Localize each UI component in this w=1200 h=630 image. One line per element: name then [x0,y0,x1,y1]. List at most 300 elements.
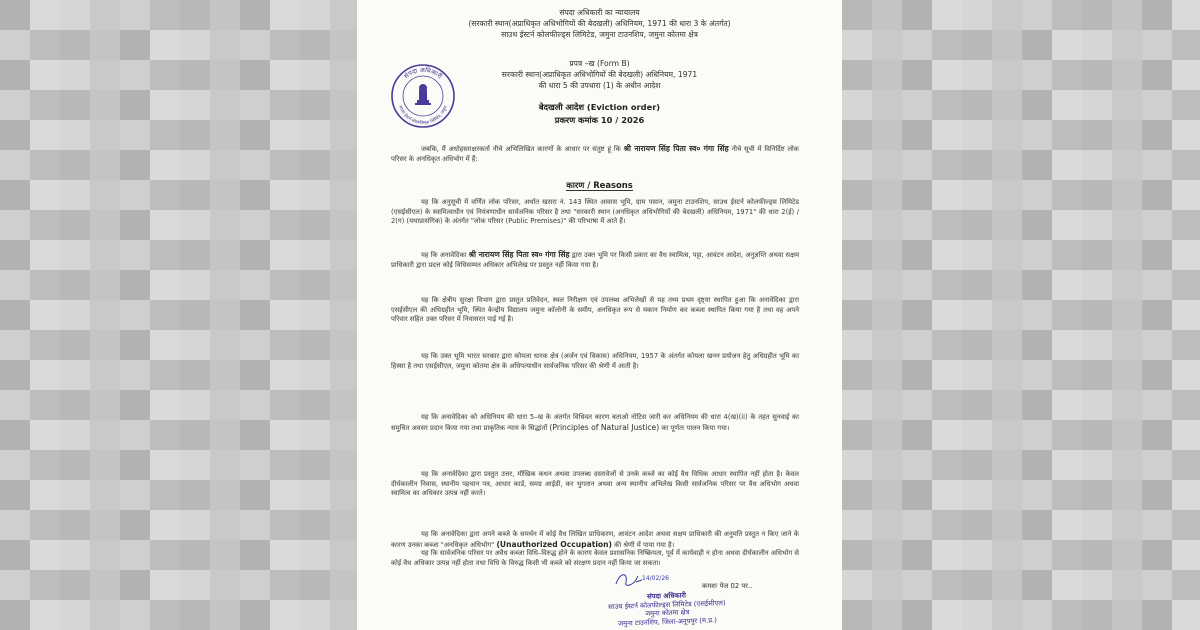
blur-tile [180,240,210,270]
blur-tile [1052,450,1082,480]
blur-tile [330,30,357,60]
blur-tile [0,270,30,300]
blur-tile [150,480,180,510]
blur-tile [60,540,90,570]
blur-tile [60,390,90,420]
blur-tile [180,0,210,30]
blur-tile [1082,210,1112,240]
blur-tile [0,570,30,600]
blur-tile [300,450,330,480]
blur-tile [962,180,992,210]
reason-5-text-a: यह कि अनावेदिका को अधिनियम की धारा 5–ख के अंतर्गत विधिवत कारण बताओ नोटिस जारी कर अधिनियम की धारा 4(ख)(ii) के तहत सुनवाई का समुचित अवसर प्रदान किया गया तथा प्राकृतिक न्याय के सिद्धांतों [391,413,799,432]
blur-tile [120,90,150,120]
blur-tile [932,450,962,480]
blur-tile [902,180,932,210]
blur-tile [962,120,992,150]
blur-tile [240,0,270,30]
blur-tile [180,540,210,570]
blur-tile [270,180,300,210]
blur-tile [210,240,240,270]
blur-tile [210,30,240,60]
blur-tile [30,60,60,90]
blur-tile [932,60,962,90]
blur-tile [150,330,180,360]
blur-tile [1142,210,1172,240]
blur-tile [932,600,962,630]
blur-tile [0,480,30,510]
continued-note: कमशः पेज 02 पर.. [702,582,753,590]
blur-tile [902,270,932,300]
blur-tile [1142,360,1172,390]
blur-tile [842,240,872,270]
blur-tile [180,450,210,480]
blur-tile [180,420,210,450]
blur-tile [1172,390,1200,420]
blur-tile [1082,150,1112,180]
stamp-line-4: जमुना टाउनशिप, जिला-अनूपपुर (म.प्र.) [617,616,717,628]
blur-tile [120,600,150,630]
blur-tile [150,300,180,330]
blur-tile [150,270,180,300]
blur-tile [180,210,210,240]
blur-tile [210,150,240,180]
blur-tile [120,0,150,30]
blur-tile [300,480,330,510]
blur-tile [330,360,357,390]
form-label: प्रपत्र –ख (Form B) [569,59,630,68]
blur-tile [240,240,270,270]
blur-tile [962,330,992,360]
blur-tile [1112,450,1142,480]
blur-tile [1052,30,1082,60]
blur-tile [932,390,962,420]
blur-tile [1052,600,1082,630]
blur-tile [1052,60,1082,90]
blur-tile [210,300,240,330]
blur-tile [300,120,330,150]
blur-tile [0,300,30,330]
blur-tile [1142,510,1172,540]
blur-tile [1082,600,1112,630]
blur-tile [932,330,962,360]
blur-tile [1082,540,1112,570]
blur-tile [992,270,1022,300]
reason-7-text-a: यह कि अनावेदिका द्वारा अपने कब्जे के समर्थन में कोई वैध लिखित प्राधिकरण, आवंटन आदेश अथवा सक्षम प्राधिकारी की अनुमति प्रस्तुत न किए जाने के कारण उनका कब्जा "अनधिकृत अधिभोग" [391,530,799,549]
blur-tile [30,330,60,360]
blur-tile [300,510,330,540]
blur-tile [902,150,932,180]
blur-tile [1112,570,1142,600]
reason-2-name: श्री नारायण सिंह पिता स्व० गंगा सिंह [468,250,570,259]
blur-tile [150,510,180,540]
blur-tile [992,600,1022,630]
form-act: सरकारी स्थान(अप्राधिकृत अधिभोगियों की बेदखली) अधिनियम, 1971 [501,70,698,79]
blur-tile [210,0,240,30]
blur-tile [1052,570,1082,600]
blur-tile [992,450,1022,480]
blur-tile [270,390,300,420]
blur-tile [180,270,210,300]
blur-tile [300,360,330,390]
blur-tile [330,510,357,540]
blur-tile [1052,120,1082,150]
blur-tile [210,570,240,600]
blur-tile [0,90,30,120]
blur-tile [90,30,120,60]
intro-text-2: नीचे सूची में विनिर्दिष्ट लोक परिसर के अनधिकृत अधिभोग में हैं: [391,145,799,163]
blur-tile [180,360,210,390]
blur-tile [1142,30,1172,60]
blur-tile [270,270,300,300]
blur-tile [330,240,357,270]
case-number: प्रकरण कमांक 10 / 2026 [554,115,645,125]
blur-tile [902,90,932,120]
blur-tile [962,510,992,540]
blur-tile [0,420,30,450]
blur-tile [992,390,1022,420]
court-title: संपदा अधिकारी का न्यायालय [559,8,640,17]
blur-tile [150,150,180,180]
blur-tile [932,180,962,210]
blur-tile [842,180,872,210]
blur-tile [1082,60,1112,90]
blur-tile [240,540,270,570]
reason-2-text-a: यह कि अनावेदिका [421,251,469,259]
blur-tile [90,150,120,180]
blur-tile [30,420,60,450]
blur-tile [992,240,1022,270]
blur-tile [1082,360,1112,390]
blur-tile [60,60,90,90]
blur-tile [150,60,180,90]
reason-paragraph-5 [391,413,799,433]
blur-tile [962,210,992,240]
blur-tile [240,480,270,510]
blur-tile [60,120,90,150]
blur-tile [60,420,90,450]
blur-tile [300,150,330,180]
blur-tile [842,330,872,360]
blur-tile [1172,480,1200,510]
blur-tile [300,270,330,300]
office-address: साउथ ईस्टर्न कोलफील्ड्स लिमिटेड, जमुना टाउनशिप, जमुना कोतमा क्षेत्र [501,30,698,39]
blur-tile [30,180,60,210]
blur-tile [90,90,120,120]
blur-tile [120,420,150,450]
blur-tile [180,330,210,360]
blur-tile [842,420,872,450]
reason-paragraph-2 [391,250,799,270]
blur-tile [1082,90,1112,120]
blurred-background-left [0,0,357,630]
blur-tile [1112,330,1142,360]
blur-tile [330,210,357,240]
blur-tile [120,540,150,570]
blur-tile [1142,600,1172,630]
blur-tile [60,240,90,270]
blur-tile [1172,270,1200,300]
blur-tile [90,120,120,150]
blur-tile [1172,360,1200,390]
blur-tile [1172,30,1200,60]
blurred-background-right [842,0,1200,630]
blur-tile [210,510,240,540]
blur-tile [1022,0,1052,30]
blur-tile [300,0,330,30]
reason-paragraph-4: यह कि उक्त भूमि भारत सरकार द्वारा कोयला धारक क्षेत्र (अर्जन एवं विकास) अधिनियम, 1957 के अंतर्गत कोयला खनन प्रयोजन हेतु अधिग्रहीत भूमि का हिस्सा है तथा एसईसीएल, जमुना कोतमा क्षेत्र के अधिपत्याधीन सार्वजनिक परिसर की श्रेणी में आती है। [391,352,799,370]
blur-tile [1082,570,1112,600]
blur-tile [0,360,30,390]
blur-tile [30,120,60,150]
blur-tile [1052,540,1082,570]
blur-tile [300,540,330,570]
blur-tile [90,570,120,600]
blur-tile [1022,60,1052,90]
blur-tile [992,30,1022,60]
blur-tile [270,120,300,150]
blur-tile [270,600,300,630]
blur-tile [872,510,902,540]
blur-tile [872,600,902,630]
blur-tile [240,330,270,360]
blur-tile [180,480,210,510]
blur-tile [90,510,120,540]
blur-tile [1172,180,1200,210]
blur-tile [330,540,357,570]
blur-tile [872,120,902,150]
blur-tile [240,300,270,330]
blur-tile [962,90,992,120]
blur-tile [1112,300,1142,330]
blur-tile [932,150,962,180]
blur-tile [842,120,872,150]
blur-tile [902,0,932,30]
blur-tile [90,180,120,210]
blur-tile [90,60,120,90]
blur-tile [902,330,932,360]
blur-tile [842,480,872,510]
blur-tile [992,420,1022,450]
blur-tile [210,210,240,240]
blur-tile [120,570,150,600]
blur-tile [120,360,150,390]
blur-tile [180,300,210,330]
blur-tile [210,270,240,300]
blur-tile [992,150,1022,180]
blur-tile [180,150,210,180]
blur-tile [872,90,902,120]
blur-tile [150,570,180,600]
blur-tile [1052,210,1082,240]
blur-tile [932,0,962,30]
blur-tile [1112,180,1142,210]
blur-tile [90,540,120,570]
blur-tile [1022,600,1052,630]
order-title: बेदखली आदेश (Eviction order) [538,102,661,112]
blur-tile [120,30,150,60]
blur-tile [1112,480,1142,510]
blur-tile [1112,420,1142,450]
blur-tile [270,30,300,60]
blur-tile [210,450,240,480]
reason-5-text-b: का पूर्णतः पालन किया गया। [659,423,730,432]
reason-7-english: (Unauthorized Occupation) [496,539,613,549]
blur-tile [932,30,962,60]
blur-tile [902,210,932,240]
blur-tile [180,570,210,600]
blur-tile [992,60,1022,90]
blur-tile [1022,270,1052,300]
blur-tile [902,30,932,60]
blur-tile [962,600,992,630]
blur-tile [300,180,330,210]
blur-tile [872,570,902,600]
blur-tile [1022,210,1052,240]
blur-tile [1172,300,1200,330]
blur-tile [1112,510,1142,540]
blur-tile [932,240,962,270]
blur-tile [60,150,90,180]
blur-tile [1172,60,1200,90]
blur-tile [330,570,357,600]
blur-tile [1052,360,1082,390]
blur-tile [1112,120,1142,150]
blur-tile [962,480,992,510]
blur-tile [60,180,90,210]
blur-tile [300,210,330,240]
blur-tile [1142,570,1172,600]
blur-tile [1112,150,1142,180]
blur-tile [992,120,1022,150]
blur-tile [120,330,150,360]
blur-tile [30,90,60,120]
blur-tile [1142,270,1172,300]
blur-tile [1022,540,1052,570]
blur-tile [60,570,90,600]
blur-tile [1052,510,1082,540]
blur-tile [0,150,30,180]
stamp-line-2: साउथ ईस्टर्न कोलफील्ड्स लिमिटेड (एसईसीएल) [608,598,726,611]
blur-tile [872,360,902,390]
blur-tile [60,90,90,120]
signature-date: 14/02/26 [642,575,669,582]
reason-paragraph-7 [391,530,799,550]
blur-tile [992,510,1022,540]
blur-tile [842,540,872,570]
blur-tile [842,570,872,600]
blur-tile [1082,510,1112,540]
blur-tile [270,240,300,270]
blur-tile [1022,510,1052,540]
blur-tile [1142,60,1172,90]
blur-tile [60,600,90,630]
blur-tile [1082,420,1112,450]
blur-tile [210,480,240,510]
blur-tile [240,510,270,540]
reason-5-english: (Principles of Natural Justice) [549,422,660,432]
blur-tile [330,90,357,120]
blur-tile [90,210,120,240]
blur-tile [60,30,90,60]
blur-tile [842,390,872,420]
blur-tile [300,390,330,420]
blur-tile [90,360,120,390]
intro-text-1: जबकि, मैं अधोहस्ताक्षरकर्ता नीचे अभिलिखित कारणों के आधार पर संतुष्ट हूं कि [421,145,624,153]
blur-tile [1172,240,1200,270]
blur-tile [1052,0,1082,30]
blur-tile [1112,270,1142,300]
blur-tile [1022,450,1052,480]
blur-tile [962,60,992,90]
blur-tile [240,570,270,600]
blur-tile [1022,360,1052,390]
blur-tile [0,510,30,540]
reason-7-text-b: की श्रेणी में पाया गया है। [612,540,675,549]
blur-tile [902,570,932,600]
blur-tile [1082,30,1112,60]
blur-tile [30,390,60,420]
blur-tile [240,210,270,240]
blur-tile [60,330,90,360]
blur-tile [1022,570,1052,600]
blur-tile [240,450,270,480]
officer-stamp [566,589,767,630]
blur-tile [330,480,357,510]
eviction-order-document [357,0,842,630]
blur-tile [270,420,300,450]
blur-tile [1112,390,1142,420]
blur-tile [842,360,872,390]
blur-tile [270,450,300,480]
blur-tile [150,180,180,210]
reasons-heading-text: कारण / Reasons [566,180,633,190]
blur-tile [30,570,60,600]
blur-tile [120,150,150,180]
blur-tile [842,600,872,630]
blur-tile [842,90,872,120]
blur-tile [120,510,150,540]
blur-tile [0,180,30,210]
blur-tile [872,270,902,300]
blur-tile [210,330,240,360]
blur-tile [842,150,872,180]
blur-tile [1172,600,1200,630]
blur-tile [872,180,902,210]
blur-tile [30,300,60,330]
blur-tile [150,0,180,30]
blur-tile [962,360,992,390]
blur-tile [1172,420,1200,450]
blur-tile [1172,510,1200,540]
blur-tile [240,600,270,630]
blur-tile [270,330,300,360]
reason-paragraph-8: यह कि सार्वजनिक परिसर पर अवैध कब्जा विधि–विरुद्ध होने के कारण केवल प्रशासनिक निष्क्रियता, पूर्व में कार्यवाही न होना अथवा दीर्घकालीन अधिभोग से कोई वैध अधिकार उत्पन्न नहीं होता तथा विधि के विरुद्ध किसी भी कब्जे को संरक्षण प्रदान नहीं किया जा सकता। [391,549,799,567]
blur-tile [1082,120,1112,150]
blur-tile [872,210,902,240]
blur-tile [1022,330,1052,360]
blur-tile [872,30,902,60]
blur-tile [872,420,902,450]
reasons-heading [357,181,842,190]
blur-tile [1112,60,1142,90]
blur-tile [30,0,60,30]
blur-tile [150,90,180,120]
blur-tile [90,390,120,420]
blur-tile [30,210,60,240]
blur-tile [150,450,180,480]
blur-tile [270,150,300,180]
stamp-line-3: जमुना कोतमा क्षेत्र [644,608,690,618]
